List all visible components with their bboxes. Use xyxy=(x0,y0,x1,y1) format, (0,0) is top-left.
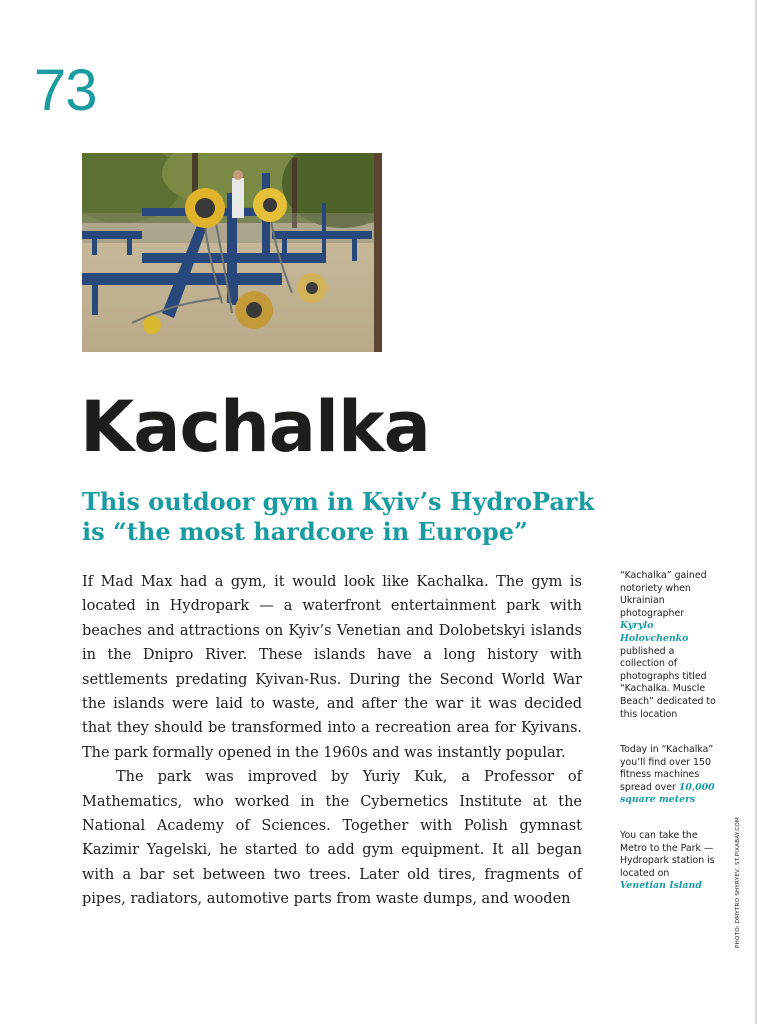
sidebar-note-2-text: Today in “Kachalka” you’ll find over 150 fitness machines spread over xyxy=(620,744,714,793)
sidebar-note-1 xyxy=(620,570,718,721)
sidebar-note-3-text: You can take the Metro to the Park — Hydropark station is located on xyxy=(620,830,715,879)
body-paragraph-1: If Mad Max had a gym, it would look like Kachalka. The gym is located in Hydropark — a waterfront entertainment park with beaches and attractions on Kyiv’s Venetian and Dolobetskyi islands in the Dnipro River. These islands have a long history with settlements predating Kyivan-Rus. During the Second World War the islands were laid to waste, and after the war it was decided that they should be transformed into a recreation area for Kyivans. The park formally opened in the 1960s and was instantly popular. xyxy=(82,574,582,761)
article-title: Kachalka xyxy=(80,386,430,468)
article-subtitle xyxy=(82,487,602,547)
sidebar-note-2 xyxy=(620,744,718,807)
sidebar-note-3 xyxy=(620,830,718,893)
outdoor-gym-photo xyxy=(82,153,382,352)
photographer-name: Kyrylo Holovchenko xyxy=(620,620,689,644)
body-paragraph-2: The park was improved by Yuriy Kuk, a Professor of Mathematics, who worked in the Cybernetics Institute at the National Academy of Sciences. Together with Polish gymnast Kazimir Yagelski, he started to add gym equipment. It all began with a bar set between two trees. Later old tires, fragments of pipes, radiators, automotive parts from waste dumps, and wooden xyxy=(82,769,582,908)
article-body xyxy=(82,570,582,912)
photo-credit-text: PHOTO: DMYTRO SHYRYEV, ST.PIXABAY.COM xyxy=(735,816,741,948)
area-figure: 10,000 square meters xyxy=(620,781,715,806)
photo-credit xyxy=(735,800,747,948)
subtitle-line-1: This outdoor gym in Kyiv’s HydroPark xyxy=(82,487,595,516)
page-number: 73 xyxy=(34,58,97,123)
island-name: Venetian Island xyxy=(620,880,702,892)
sidebar-note-1-text-end: published a collection of photographs titled “Kachalka. Muscle Beach” dedicated to this location xyxy=(620,645,716,720)
subtitle-line-2: is “the most hardcore in Europe” xyxy=(82,517,528,546)
sidebar-note-1-text: “Kachalka” gained notoriety when Ukrainian photographer xyxy=(620,570,707,619)
